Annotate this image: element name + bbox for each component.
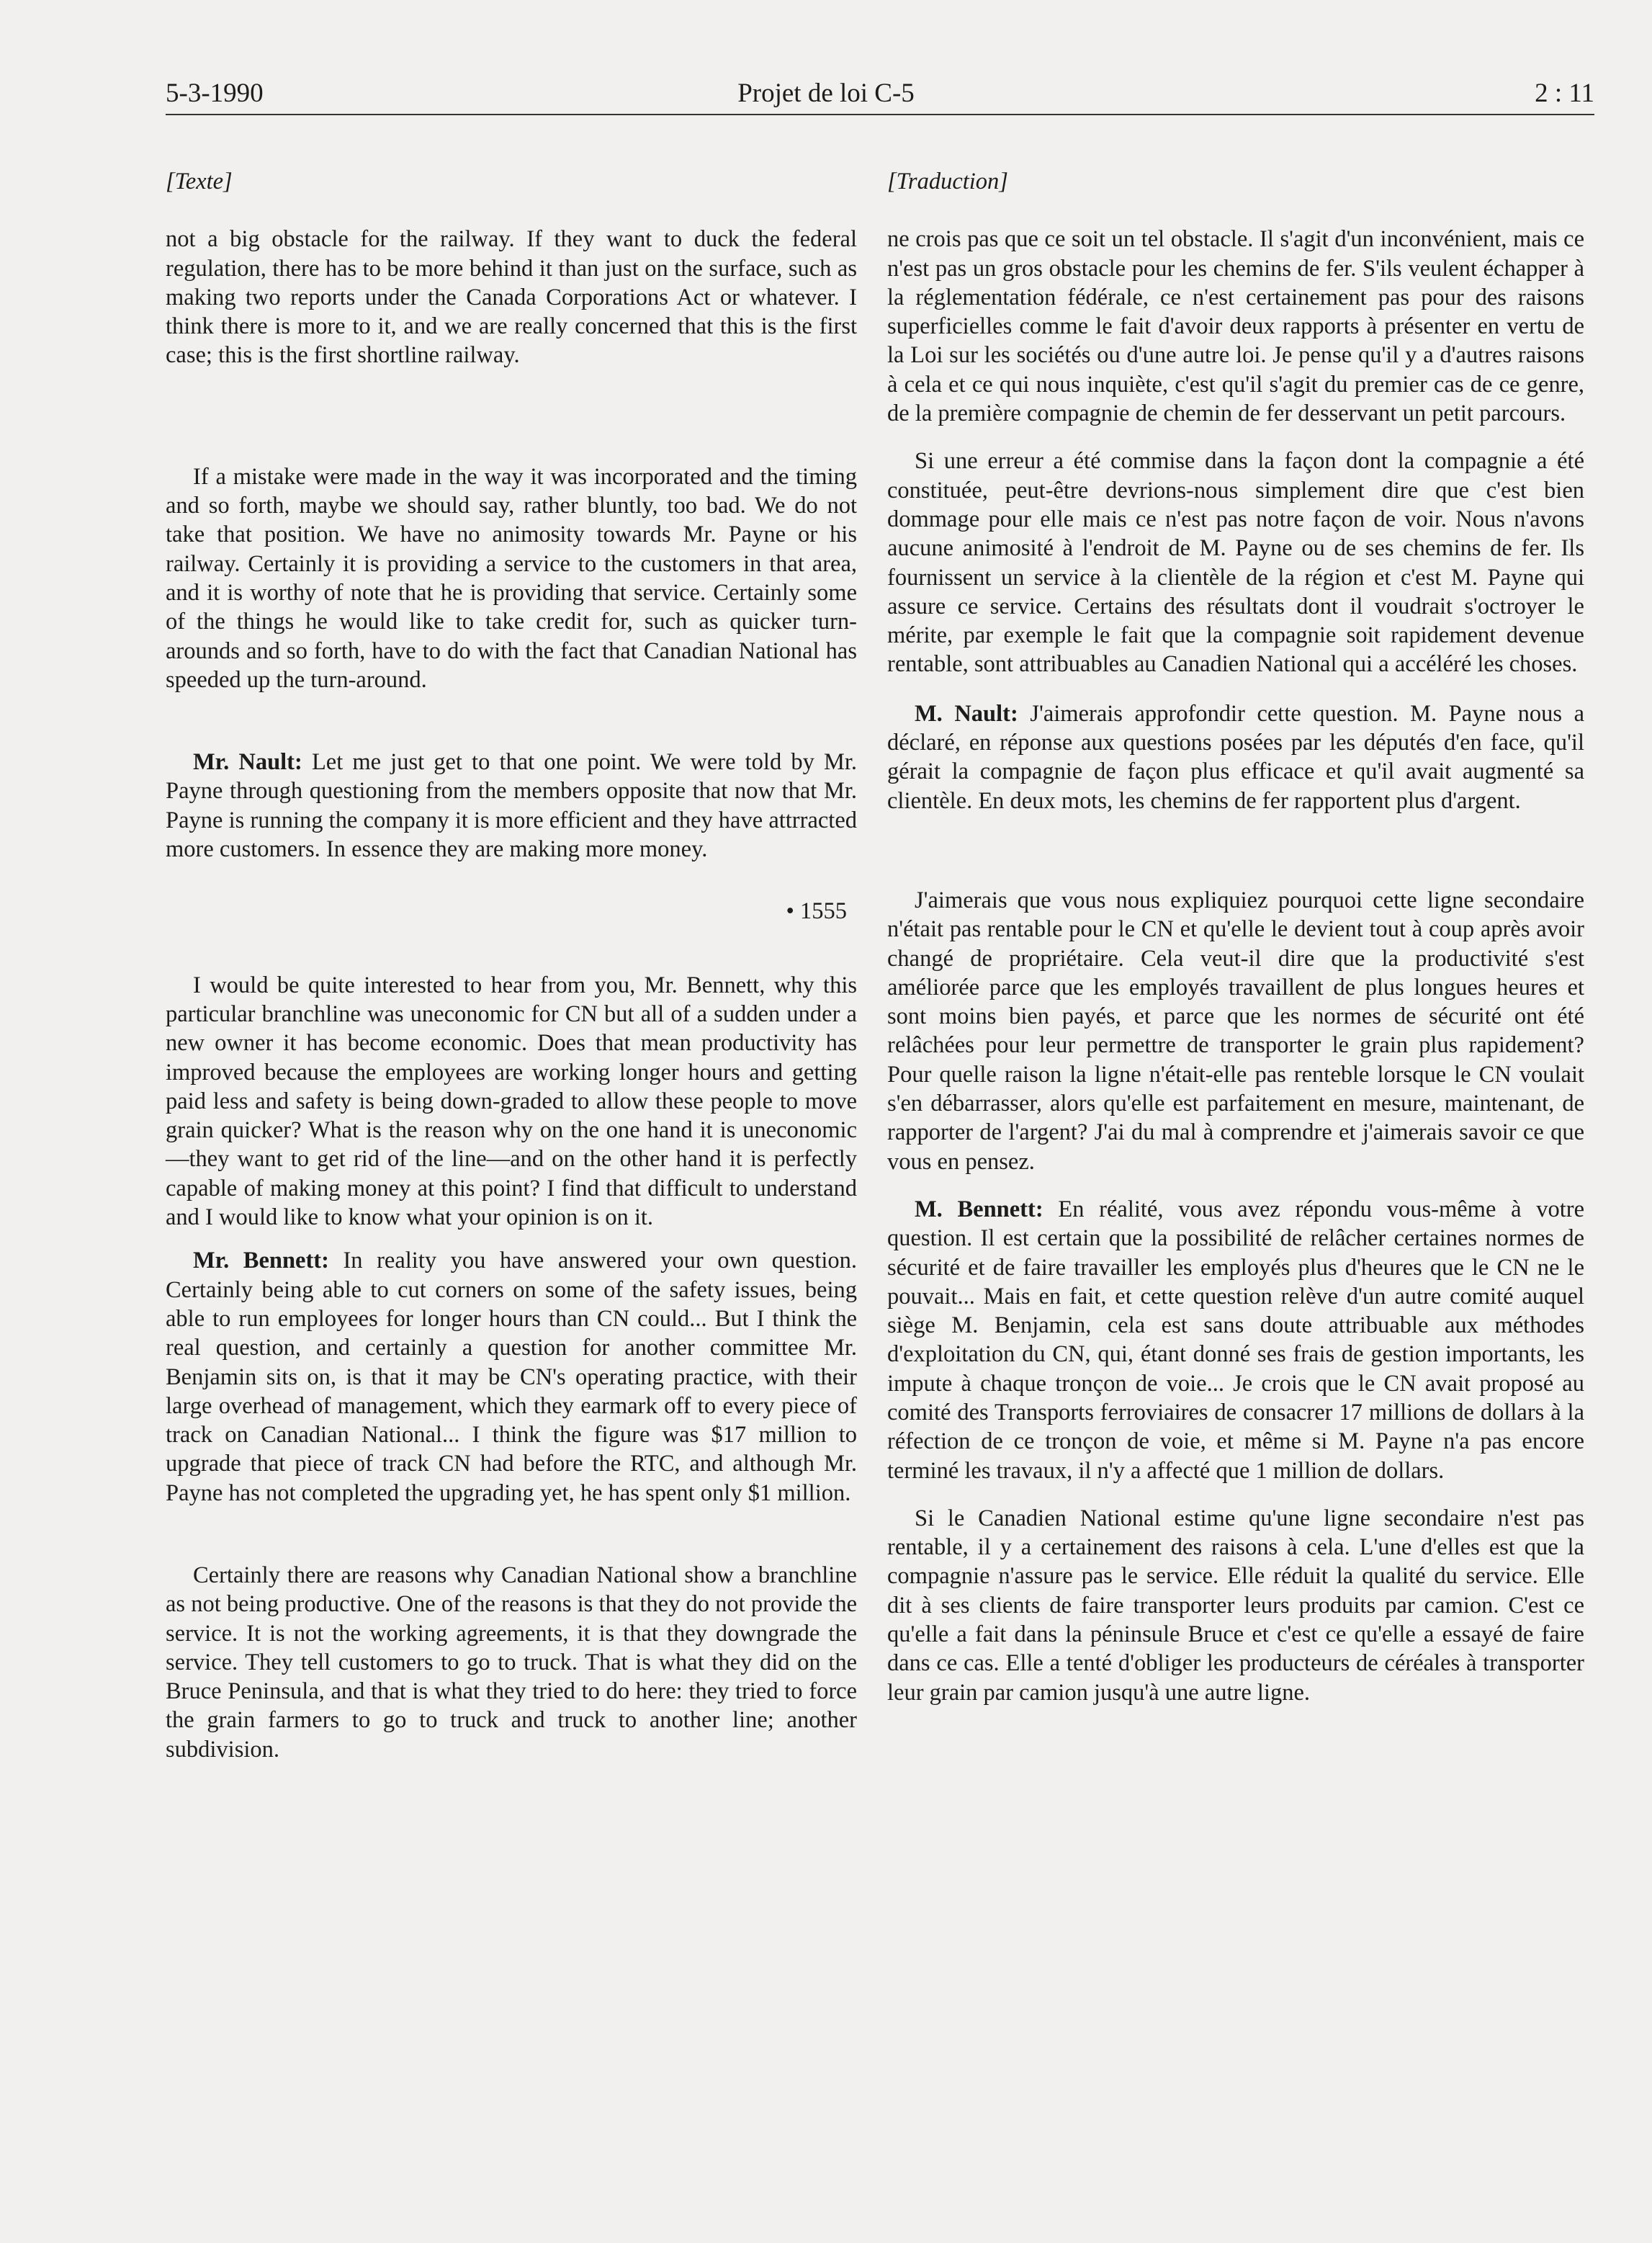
- paragraph: [887, 1195, 1584, 1485]
- speech-text: In reality you have answered your own question. Certainly being able to cut corners on some of the safety issues, being able to run employees for longer hours than CN could... But I think the real question, and certainly a question for another committee Mr. Benjamin sits on, is that it may be CN's operating practice, with their large overhead of management, which they earmark off to every piece of track on Canadian National... I think the figure was $17 million to upgrade that piece of track CN had before the RTC, and although Mr. Payne has not completed the upgrading yet, he has spent only $1 million.: [166, 1248, 857, 1506]
- speaker-name: M. Bennett:: [915, 1196, 1043, 1222]
- speaker-name: Mr. Bennett:: [193, 1248, 329, 1274]
- speech-text: J'aimerais approfondir cette question. M. Payne nous a déclaré, en réponse aux questions posées par les députés d'en face, qu'il gérait la compagnie de façon plus efficace et qu'il avait augmenté sa clientèle. En deux mots, les chemins de fer rapportent plus d'argent.: [887, 700, 1584, 814]
- header-rule: [166, 114, 1594, 115]
- header-date: 5-3-1990: [166, 79, 264, 108]
- paragraph: If a mistake were made in the way it was incorporated and the timing and so forth, maybe we should say, rather bluntly, too bad. We do not take that position. We have no animosity towards Mr. Payne or his railway. Certainly it is providing a service to the customers in that area, and it is worthy of note that he is providing that service. Certainly some of the things he would like to take credit for, such as quicker turn-arounds and so forth, have to do with the fact that Canadian National has speeded up the turn-around.: [166, 463, 857, 693]
- french-column: [887, 167, 1584, 1707]
- speech-text: Let me just get to that one point. We were told by Mr. Payne through questioning from the members opposite that now that Mr. Payne is running the company it is more efficient and they have attrracted more customers. In essence they are making more money.: [166, 749, 857, 863]
- paragraph: [887, 699, 1584, 815]
- paragraph: J'aimerais que vous nous expliquiez pourquoi cette ligne secondaire n'était pas rentable pour le CN et qu'elle le devient tout à coup après avoir changé de propriétaire. Cela veut-il dire que la productivité s'est améliorée parce que les employés travaillent de plus longues heures et sont moins bien payés, et parce que les normes de sécurité ont été relâchées pour leur permettre de transporter le grain plus rapidement? Pour quelle raison la ligne n'était-elle pas renteble lorsque le CN voulait s'en débarrasser, alors qu'elle est parfaitement en mesure, maintenant, de rapporter de l'argent? J'ai du mal à comprendre et j'aimerais savoir ce que vous en pensez.: [887, 887, 1584, 1175]
- english-column: [166, 167, 857, 1764]
- column-label: [Traduction]: [887, 169, 1008, 194]
- speaker-name: Mr. Nault:: [193, 749, 302, 776]
- paragraph: Si une erreur a été commise dans la façon dont la compagnie a été constituée, peut-être devrions-nous simplement dire que c'est bien dommage pour elle mais ce n'est pas notre façon de voir. Nous n'avons aucune animosité à l'endroit de M. Payne ou de ses chemins de fer. Ils fournissent un service à la clientèle de la région et c'est M. Payne qui assure ce service. Certains des résultats dont il voudrait s'octroyer le mérite, par exemple le fait que la compagnie soit rapidement devenue rentable, sont attribuables au Canadien National qui a accéléré les choses.: [887, 448, 1584, 678]
- paragraph: not a big obstacle for the railway. If they want to duck the federal regulation, there has to be more behind it than just on the surface, such as making two reports under the Canada Corporations Act or whatever. I think there is more to it, and we are really concerned that this is the first case; this is the first shortline railway.: [166, 226, 857, 369]
- column-label: [Texte]: [166, 169, 233, 194]
- paragraph: [166, 748, 857, 864]
- time-marker: • 1555: [786, 898, 847, 925]
- paragraph: ne crois pas que ce soit un tel obstacle. Il s'agit d'un inconvénient, mais ce n'est pas un gros obstacle pour les chemins de fer. S'ils veulent échapper à la réglementation fédérale, ce n'est certainement pas pour des raisons superficielles comme le fait d'avoir deux rapports à présenter en vertu de la Loi sur les sociétés ou d'une autre loi. Je pense qu'il y a d'autres raisons à cela et ce qui nous inquiète, c'est qu'il s'agit du premier cas de ce genre, de la première compagnie de chemin de fer desservant un petit parcours.: [887, 226, 1584, 427]
- header-page-number: 2 : 11: [1535, 79, 1594, 108]
- paragraph: I would be quite interested to hear from you, Mr. Bennett, why this particular branchline was uneconomic for CN but all of a sudden under a new owner it has become economic. Does that mean productivity has improved because the employees are working longer hours and getting paid less and safety is being down-graded to allow these people to move grain quicker? What is the reason why on the one hand it is uneconomic—they want to get rid of the line—and on the other hand it is perfectly capable of making money at this point? I find that difficult to understand and I would like to know what your opinion is on it.: [166, 972, 857, 1231]
- header-title: Projet de loi C-5: [737, 79, 915, 108]
- paragraph: Certainly there are reasons why Canadian National show a branchline as not being productive. One of the reasons is that they do not provide the service. It is not the working agreements, it is that they downgrade the service. They tell customers to go to truck. That is what they did on the Bruce Peninsula, and that is what they tried to do here: they tried to force the grain farmers to go to truck and truck to another line; another subdivision.: [166, 1562, 857, 1763]
- paragraph: Si le Canadien National estime qu'une ligne secondaire n'est pas rentable, il y a certainement des raisons à cela. L'une d'elles est que la compagnie n'assure pas le service. Elle réduit la qualité du service. Elle dit à ses clients de faire transporter leurs produits par camion. C'est ce qu'elle a fait dans la péninsule Bruce et c'est ce qu'elle a essayé de faire dans ce cas. Elle a tenté d'obliger les producteurs de céréales à transporter leur grain par camion jusqu'à une autre ligne.: [887, 1505, 1584, 1706]
- paragraph: [166, 1246, 857, 1508]
- speech-text: En réalité, vous avez répondu vous-même à votre question. Il est certain que la possibilité de relâcher certaines normes de sécurité et de faire travailler les employés plus d'heures que le CN ne le pouvait... Mais en fait, et cette question relève d'un autre comité auquel siège M. Benjamin, cela est sans doute attribuable aux méthodes d'exploitation du CN, qui, étant donné ses frais de gestion importants, les impute à chaque tronçon de voie... Je crois que le CN avait proposé au comité des Transports ferroviaires de consacrer 17 millions de dollars à la réfection de ce tronçon de voie, et même si M. Payne n'a pas encore terminé les travaux, il n'y a affecté que 1 million de dollars.: [887, 1196, 1584, 1484]
- speaker-name: M. Nault:: [915, 700, 1018, 727]
